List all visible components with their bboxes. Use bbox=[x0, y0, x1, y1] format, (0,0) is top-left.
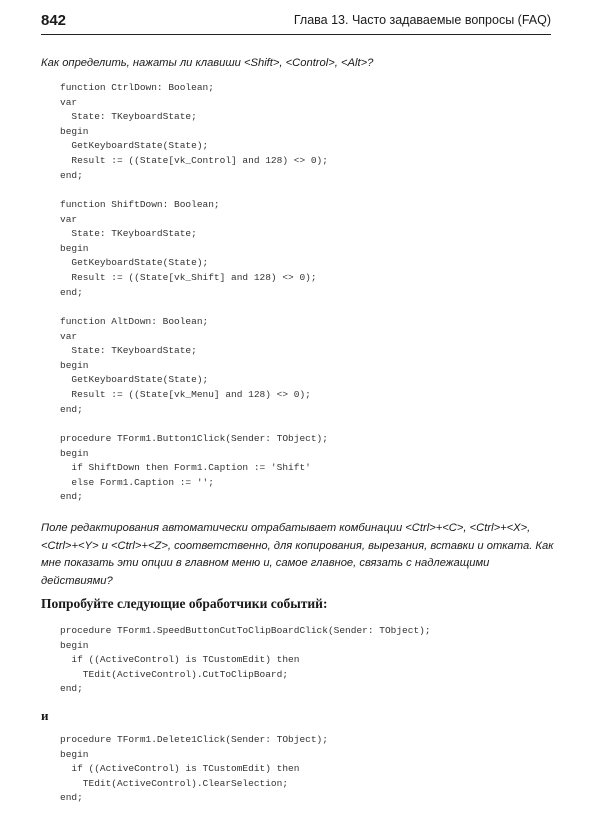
header-rule bbox=[41, 34, 551, 35]
code-altdown: function AltDown: Boolean; var State: TKeyboardState; begin GetKeyboardState(State); Result := ((State[vk_Menu] and 128) <> 0); end; bbox=[60, 316, 311, 415]
conjunction-and: и bbox=[41, 708, 49, 723]
code-button1click: procedure TForm1.Button1Click(Sender: TObject); begin if ShiftDown then Form1.Caption := 'Shift' else Form1.Caption := ''; end; bbox=[60, 433, 328, 503]
chapter-title: Глава 13. Часто задаваемые вопросы (FAQ) bbox=[293, 13, 551, 27]
code-delete1click: procedure TForm1.Delete1Click(Sender: TObject); begin if ((ActiveControl) is TCustomEdit) then TEdit(ActiveControl).ClearSelection; end; bbox=[60, 734, 328, 804]
page-header bbox=[41, 12, 551, 34]
page-number: 842 bbox=[41, 12, 67, 29]
faq-question-keys: Как определить, нажаты ли клавиши <Shift>, <Control>, <Alt>? bbox=[41, 57, 374, 69]
faq-question-clipboard: Поле редактирования автоматически отрабатывает комбинации <Ctrl>+<C>, <Ctrl>+<X>, <Ctrl>+<Y> и <Ctrl>+<Z>, соответственно, для копирования, вырезания, вставки и отката. Как мне показать эти опции в главном меню и, самое главное, связать с надлежащими действиями? bbox=[41, 522, 554, 587]
code-ctrldown: function CtrlDown: Boolean; var State: TKeyboardState; begin GetKeyboardState(State); Result := ((State[vk_Control] and 128) <> 0); end; bbox=[60, 82, 328, 181]
code-cut-to-clipboard: procedure TForm1.SpeedButtonCutToClipBoardClick(Sender: TObject); begin if ((ActiveControl) is TCustomEdit) then TEdit(ActiveControl).CutToClipBoard; end; bbox=[60, 625, 431, 695]
answer-heading: Попробуйте следующие обработчики событий: bbox=[41, 596, 328, 611]
code-shiftdown: function ShiftDown: Boolean; var State: TKeyboardState; begin GetKeyboardState(State); Result := ((State[vk_Shift] and 128) <> 0); end; bbox=[60, 199, 317, 298]
